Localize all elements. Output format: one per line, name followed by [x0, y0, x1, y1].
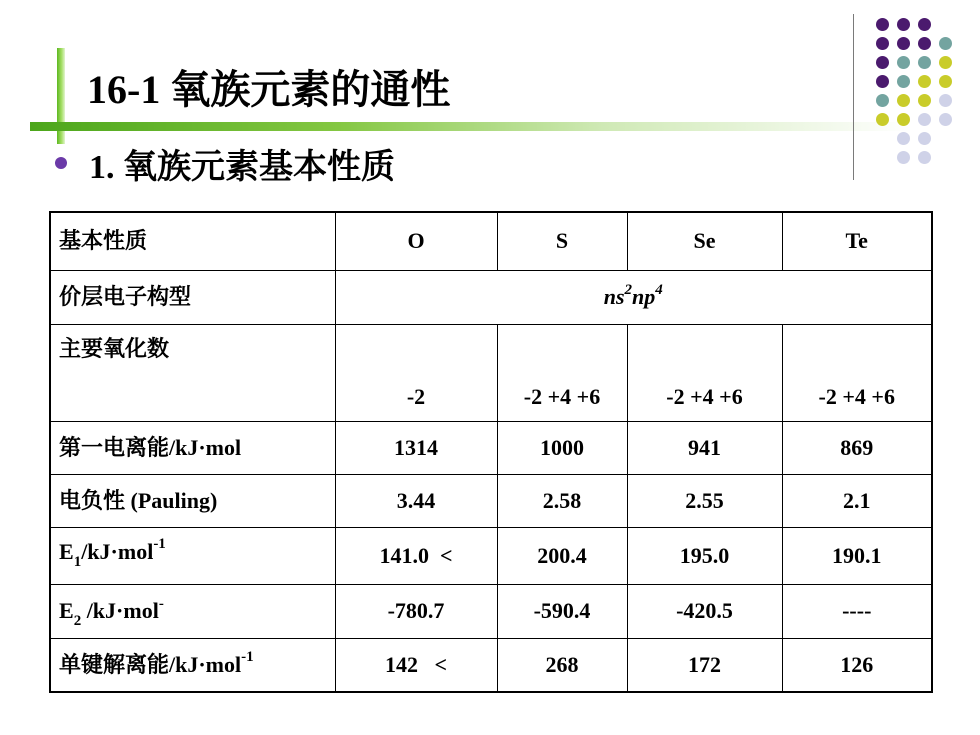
header-col-s: S [497, 212, 627, 270]
oxidation-te: -2 +4 +6 [782, 324, 932, 421]
header-col-te: Te [782, 212, 932, 270]
decorative-dot [918, 151, 931, 164]
decorative-dot [897, 75, 910, 88]
e2-base: E [59, 598, 74, 623]
e2-se: -420.5 [627, 584, 782, 638]
decorative-dot [939, 56, 952, 69]
electroneg-s: 2.58 [497, 474, 627, 527]
bond-label [50, 638, 335, 692]
decorative-dot [918, 56, 931, 69]
electroneg-se: 2.55 [627, 474, 782, 527]
config-label: 价层电子构型 [50, 270, 335, 324]
header-col-se: Se [627, 212, 782, 270]
e2-sub: 2 [73, 613, 82, 630]
table-row-bond-energy [50, 638, 932, 692]
decorative-dot [897, 18, 910, 31]
decorative-dot [918, 37, 931, 50]
e1-o: 141.0 < [335, 527, 497, 584]
ionization-label: 第一电离能/kJ·mol [50, 421, 335, 474]
decorative-dot [939, 75, 952, 88]
table-row-electronegativity [50, 474, 932, 527]
green-horizontal-accent [30, 122, 910, 131]
config-value [335, 270, 932, 324]
ionization-te: 869 [782, 421, 932, 474]
decorative-dot [939, 94, 952, 107]
e2-te: ---- [782, 584, 932, 638]
ionization-o: 1314 [335, 421, 497, 474]
decorative-dot [897, 56, 910, 69]
bond-o: 142 < [335, 638, 497, 692]
e1-se: 195.0 [627, 527, 782, 584]
e1-unit: /kJ·mol [81, 538, 154, 564]
header-col-o: O [335, 212, 497, 270]
ionization-se: 941 [627, 421, 782, 474]
decorative-dot [876, 18, 889, 31]
slide-title: 16-1 氧族元素的通性 [87, 67, 451, 112]
e1-label [50, 527, 335, 584]
bullet-icon [55, 157, 67, 169]
bond-se: 172 [627, 638, 782, 692]
electroneg-te: 2.1 [782, 474, 932, 527]
table-row-e2 [50, 584, 932, 638]
table-row-header [50, 212, 932, 270]
decorative-dot [897, 132, 910, 145]
decorative-dot [939, 113, 952, 126]
e2-label [50, 584, 335, 638]
oxidation-o: -2 [335, 324, 497, 421]
decorative-dot [876, 94, 889, 107]
e1-sub: 1 [73, 553, 82, 570]
e2-s: -590.4 [497, 584, 627, 638]
oxidation-s: -2 +4 +6 [497, 324, 627, 421]
bond-s: 268 [497, 638, 627, 692]
subtitle-row [55, 140, 395, 186]
ionization-s: 1000 [497, 421, 627, 474]
properties-table [49, 211, 933, 693]
decorative-dot [918, 132, 931, 145]
e2-o: -780.7 [335, 584, 497, 638]
electroneg-label: 电负性 (Pauling) [50, 474, 335, 527]
config-sup2: 4 [655, 281, 663, 298]
gray-vertical-divider [853, 14, 854, 180]
e1-s: 200.4 [497, 527, 627, 584]
decorative-dot [897, 37, 910, 50]
config-base1: ns [603, 284, 625, 309]
decorative-dot [876, 56, 889, 69]
bond-te: 126 [782, 638, 932, 692]
decorative-dot [876, 37, 889, 50]
bond-sup: -1 [241, 649, 254, 666]
oxidation-label: 主要氧化数 [50, 324, 335, 421]
bond-label-text: 单键解离能/kJ·mol [59, 651, 242, 677]
e1-te: 190.1 [782, 527, 932, 584]
decorative-dot [918, 18, 931, 31]
e1-sup: -1 [153, 536, 166, 553]
oxidation-se: -2 +4 +6 [627, 324, 782, 421]
table-row-e1 [50, 527, 932, 584]
e1-base: E [59, 538, 74, 564]
decorative-dot [939, 37, 952, 50]
decorative-dot [897, 151, 910, 164]
config-base2: np [632, 284, 656, 309]
table-row-ionization [50, 421, 932, 474]
table-row-config [50, 270, 932, 324]
electroneg-o: 3.44 [335, 474, 497, 527]
e2-sup: - [158, 595, 164, 612]
slide-subtitle: 1. 氧族元素基本性质 [89, 148, 395, 186]
decorative-dot [918, 94, 931, 107]
config-sup1: 2 [624, 281, 633, 298]
e2-unit: /kJ·mol [81, 598, 159, 623]
table-row-oxidation [50, 324, 932, 421]
decorative-dot [918, 75, 931, 88]
decorative-dot [918, 113, 931, 126]
header-label-cell: 基本性质 [50, 212, 335, 270]
decorative-dot [897, 94, 910, 107]
decorative-dot [876, 75, 889, 88]
